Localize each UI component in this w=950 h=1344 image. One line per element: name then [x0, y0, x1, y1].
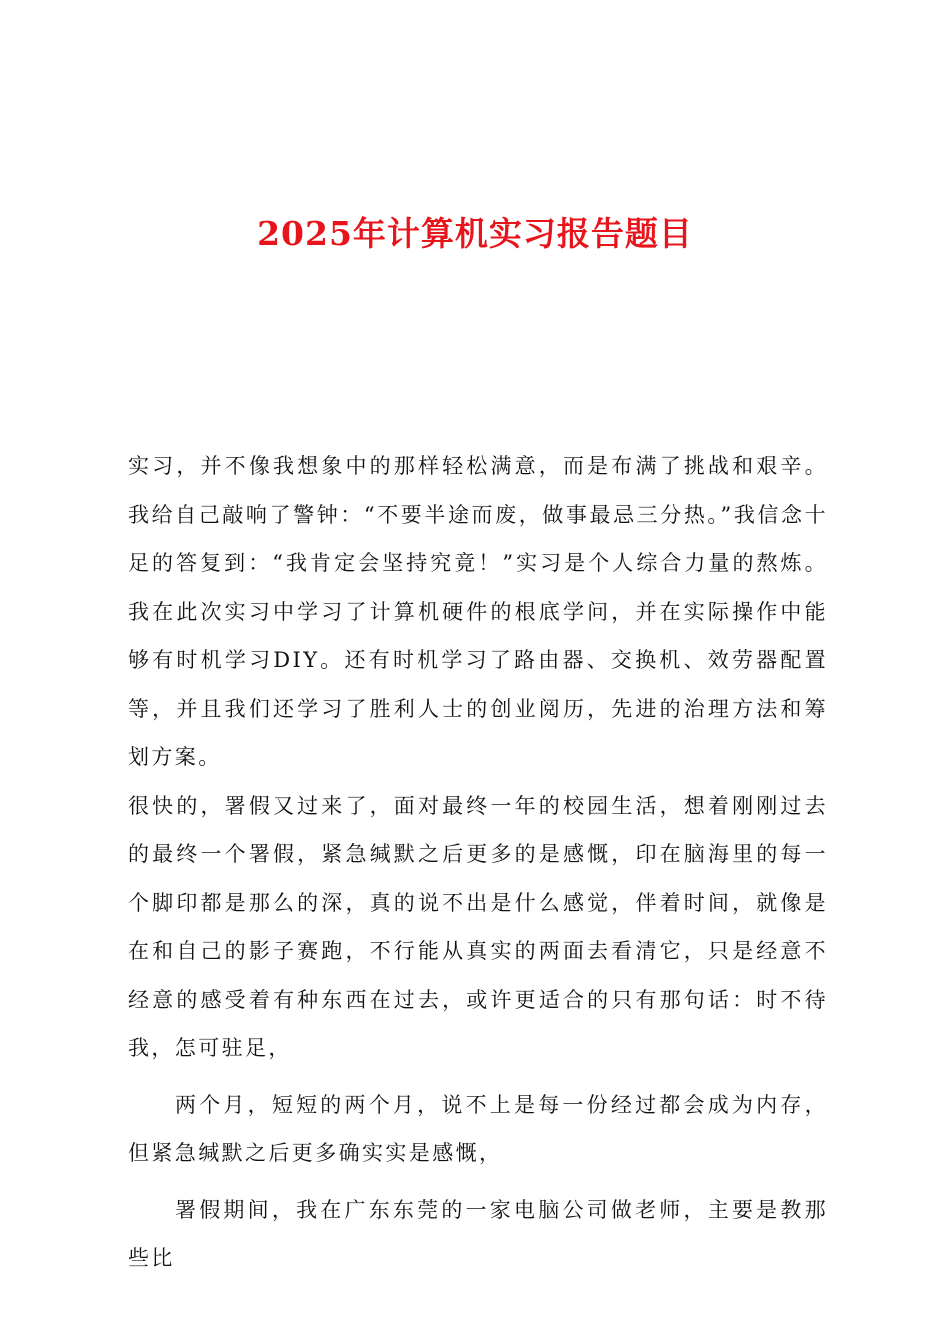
paragraph-2: 很快的，署假又过来了，面对最终一年的校园生活，想着刚刚过去的最终一个署假，紧急缄默之后更多的是感慨，印在脑海里的每一个脚印都是那么的深，真的说不出是什么感觉，伴着时间，就像是在和自己的影子赛跑，不行能从真实的两面去看清它，只是经意不经意的感受着有种东西在过去，或许更适合的只有那句话：时不待我，怎可驻足，: [128, 793, 828, 1060]
paragraph-1: 实习，并不像我想象中的那样轻松满意，而是布满了挑战和艰辛。我给自己敲响了警钟：“不要半途而废，做事最忌三分热。”我信念十足的答复到：“我肯定会坚持究竟！”实习是个人综合力量的熬炼。我在此次实习中学习了计算机硬件的根底学问，并在实际操作中能够有时机学习DIY。还有时机学习了路由器、交换机、效劳器配置等，并且我们还学习了胜利人士的创业阅历，先进的治理方法和筹划方案。: [128, 454, 828, 769]
paragraph-4: 署假期间，我在广东东莞的一家电脑公司做老师，主要是教那些比: [128, 1197, 828, 1270]
paragraph-3: 两个月，短短的两个月，说不上是每一份经过都会成为内存，但紧急缄默之后更多确实实是感慨，: [128, 1092, 828, 1165]
document-body: [128, 442, 828, 1283]
document-title: 2025年计算机实习报告题目: [257, 214, 693, 253]
